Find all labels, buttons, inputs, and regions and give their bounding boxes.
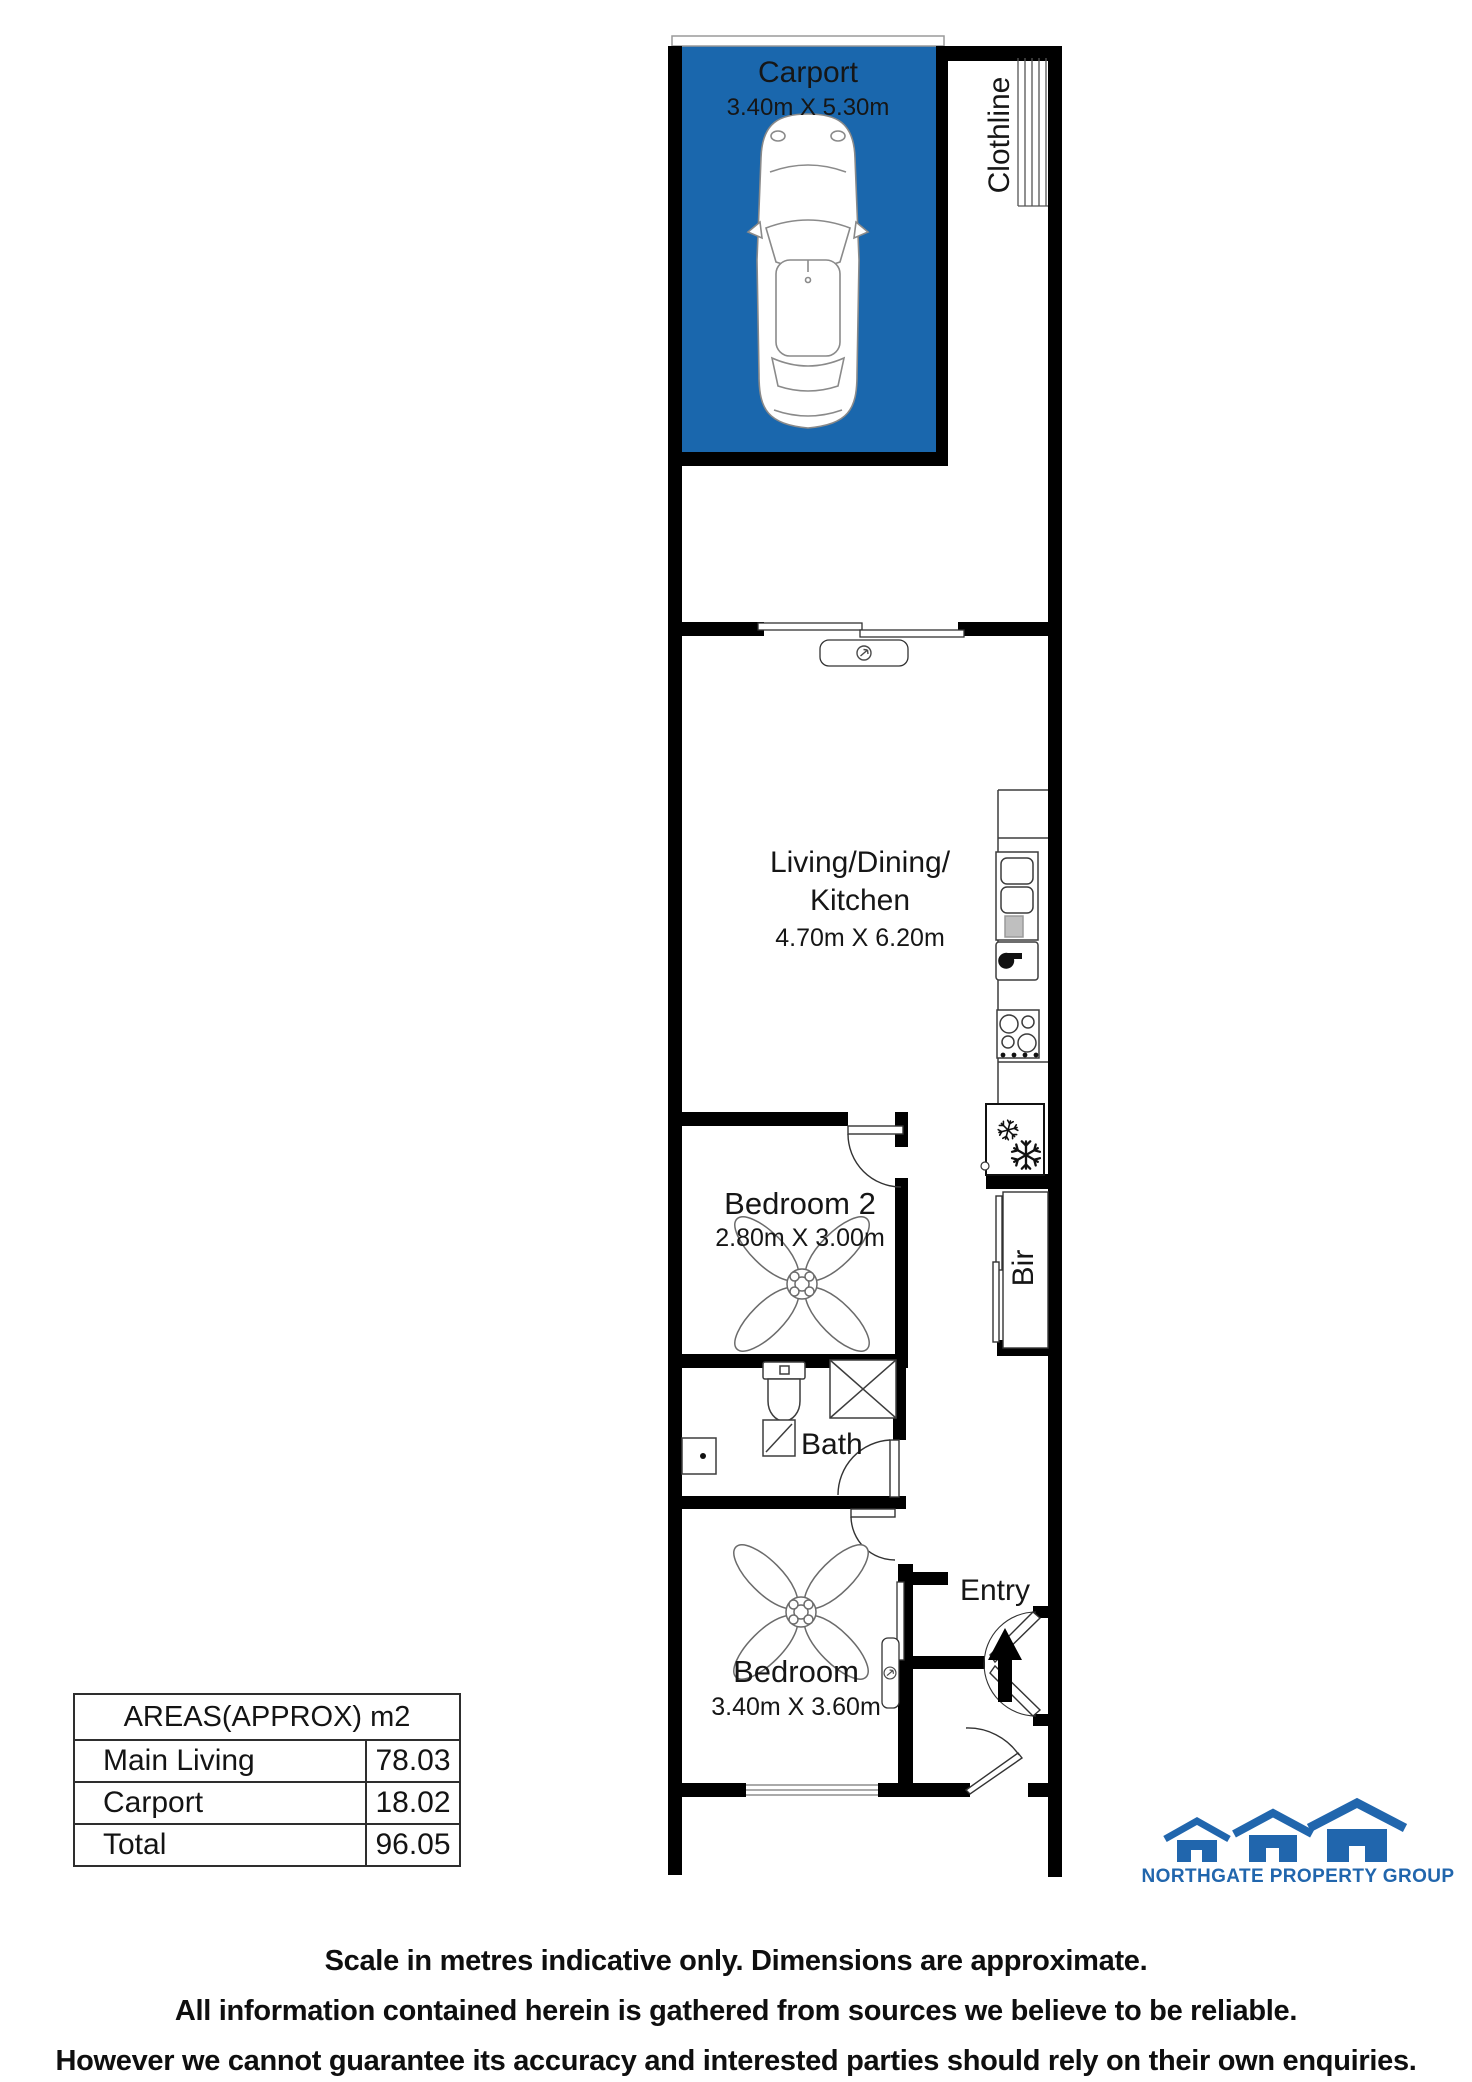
areas-table-header: AREAS(APPROX) m2: [75, 1695, 459, 1741]
laundry-trough-icon: [682, 1438, 716, 1474]
disclaimer: [0, 1936, 1472, 2082]
sink-icon: [1001, 887, 1033, 913]
table-row: [75, 1783, 459, 1825]
car-icon: [748, 114, 868, 428]
clothline-label: Clothline: [983, 76, 1016, 194]
sink-icon: [1001, 858, 1033, 884]
kitchen-bench: [996, 790, 1048, 1104]
bedroom2-dims: 2.80m X 3.00m: [715, 1224, 885, 1252]
living-label-line1: Living/Dining/: [769, 846, 951, 879]
table-row: [75, 1741, 459, 1783]
disclaimer-line: All information contained herein is gathered from sources we believe to be reliable.: [174, 1995, 1298, 2027]
living-dims: 4.70m X 6.20m: [775, 924, 945, 952]
bir-label: Bir: [1007, 1249, 1040, 1287]
disclaimer-line: Scale in metres indicative only. Dimensions are approximate.: [324, 1945, 1148, 1977]
bedroom2-label: Bedroom 2: [724, 1186, 876, 1221]
area-row-label: Main Living: [75, 1741, 367, 1781]
entry-label: Entry: [959, 1574, 1031, 1607]
area-row-value: 78.03: [375, 1744, 451, 1777]
bedroom-label: Bedroom: [733, 1654, 859, 1689]
clothline-lines: [1018, 58, 1048, 206]
bath-fixtures: [682, 1360, 896, 1474]
area-row-value: 96.05: [375, 1828, 451, 1861]
carport-label: Carport: [757, 56, 859, 89]
brand-name: NORTHGATE PROPERTY GROUP: [1141, 1866, 1455, 1887]
areas-table: [73, 1693, 461, 1867]
door-latch-icon: [857, 646, 871, 660]
living-label-line2: Kitchen: [809, 884, 911, 917]
logo-houses-icon: [1165, 1803, 1405, 1862]
door-latch-icon: [884, 1667, 896, 1679]
area-row-value: 18.02: [375, 1786, 451, 1819]
table-row: [75, 1825, 459, 1865]
fridge-icon: [981, 1104, 1044, 1175]
area-row-label: Carport: [75, 1783, 367, 1823]
bath-label: Bath: [801, 1428, 863, 1461]
shower-icon: [830, 1360, 896, 1418]
disclaimer-line: However we cannot guarantee its accuracy and interested parties should rely on their own enquiries.: [55, 2045, 1417, 2077]
bedroom-dims: 3.40m X 3.60m: [711, 1693, 881, 1721]
carport-dims: 3.40m X 5.30m: [726, 94, 890, 121]
toilet-icon: [763, 1362, 805, 1421]
area-row-label: Total: [75, 1825, 367, 1865]
vanity-icon: [763, 1420, 795, 1456]
